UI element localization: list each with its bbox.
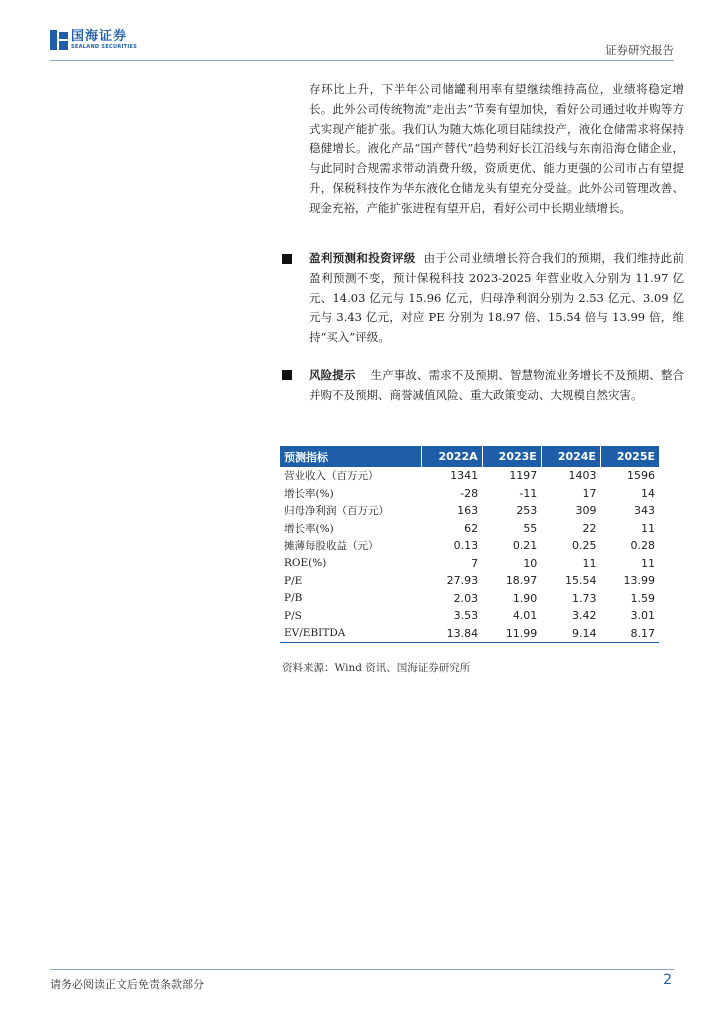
risk-heading: 风险提示 bbox=[309, 368, 356, 382]
table-header-cell: 2023E bbox=[482, 446, 541, 467]
table-cell-label: P/S bbox=[284, 609, 302, 622]
footer-disclaimer: 请务必阅读正文后免责条款部分 bbox=[50, 978, 204, 991]
table-cell: 3.01 bbox=[630, 609, 655, 623]
table-header-cell: 预测指标 bbox=[280, 446, 422, 467]
table-cell: 11 bbox=[641, 556, 655, 570]
bullet-square-icon bbox=[282, 370, 292, 380]
forecast-body: 由于公司业绩增长符合我们的预期，我们维持此前盈利预测不变，预计保税科技 2023-2025 年营业收入分别为 11.97 亿元、14.03 亿元与 15.96 亿元，归母净利润分别为 2.53 亿元、3.09 亿元与 3.43 亿元，对应 PE 分别为 18.97 倍、15.54 倍与 13.99 倍，维持“买入”评级。 bbox=[309, 251, 685, 345]
forecast-table bbox=[280, 446, 659, 643]
table-header-cell: 2024E bbox=[541, 446, 600, 467]
table-cell-label: 摊薄每股收益（元） bbox=[284, 540, 379, 553]
table-cell: 22 bbox=[582, 521, 597, 535]
bullet-square-icon bbox=[282, 254, 292, 264]
page-number: 2 bbox=[663, 972, 672, 988]
table-cell: 1.90 bbox=[512, 591, 538, 605]
table-cell: 0.21 bbox=[512, 539, 538, 553]
table-header-row bbox=[280, 446, 659, 467]
table-cell: 11 bbox=[582, 556, 597, 570]
footer-divider bbox=[50, 969, 674, 970]
table-row bbox=[280, 607, 659, 625]
table-cell-label: P/B bbox=[284, 592, 303, 605]
report-type-label: 证券研究报告 bbox=[605, 43, 674, 57]
company-logo bbox=[50, 30, 137, 56]
table-cell-label: P/E bbox=[284, 574, 303, 587]
table-row bbox=[280, 555, 659, 573]
table-cell: 1.73 bbox=[571, 591, 597, 605]
table-cell: 27.93 bbox=[446, 574, 479, 588]
table-cell: 1403 bbox=[568, 469, 597, 483]
table-cell: -11 bbox=[519, 486, 538, 500]
table-row bbox=[280, 485, 659, 503]
table-cell: 13.84 bbox=[422, 625, 482, 643]
table-cell: 3.42 bbox=[571, 609, 597, 623]
table-row bbox=[280, 590, 659, 608]
table-header-cell: 2022A bbox=[422, 446, 482, 467]
continuation-paragraph: 存环比上升，下半年公司储罐利用率有望继续维持高位，业绩将稳定增长。此外公司传统物流“走出去”节奏有望加快，看好公司通过收并购等方式实现产能扩张。我们认为随大炼化项目陆续投产，液化仓储需求将保持稳健增长。液化产品“国产替代”趋势利好长江沿线与东南沿海仓储企业，与此同时合规需求带动消费升级，资质更优、能力更强的公司市占有望提升，保税科技作为华东液化仓储龙头有望充分受益。此外公司管理改善、现金充裕，产能扩张进程有望开启，看好公司中长期业绩增长。 bbox=[309, 82, 684, 215]
table-row bbox=[280, 625, 659, 643]
table-cell-label: 增长率(%) bbox=[284, 522, 334, 535]
header-divider bbox=[50, 60, 674, 61]
logo-icon bbox=[50, 30, 68, 50]
table-cell-label: 营业收入（百万元） bbox=[284, 470, 379, 483]
table-cell: 1341 bbox=[450, 469, 479, 483]
table-cell: 3.53 bbox=[453, 609, 479, 623]
table-cell: 2.03 bbox=[453, 591, 479, 605]
table-cell: 163 bbox=[457, 504, 479, 518]
table-cell: 343 bbox=[634, 504, 655, 518]
table-source-note: 资料来源：Wind 资讯、国海证券研究所 bbox=[282, 662, 471, 674]
table-row bbox=[280, 502, 659, 520]
table-cell: 14 bbox=[641, 486, 655, 500]
table-cell: 0.13 bbox=[453, 539, 479, 553]
table-cell: 11 bbox=[641, 521, 655, 535]
table-cell: 7 bbox=[471, 556, 479, 570]
table-cell: 0.25 bbox=[571, 539, 597, 553]
table-header-cell: 2025E bbox=[600, 446, 659, 467]
table-row bbox=[280, 467, 659, 485]
table-row bbox=[280, 520, 659, 538]
table-row bbox=[280, 537, 659, 555]
table-cell: 11.99 bbox=[482, 625, 541, 643]
table-cell: 17 bbox=[582, 486, 597, 500]
table-cell: 8.17 bbox=[600, 625, 659, 643]
table-cell: 0.28 bbox=[630, 539, 655, 553]
forecast-paragraph bbox=[309, 249, 684, 348]
table-cell-label: EV/EBITDA bbox=[280, 625, 422, 643]
table-cell: 1596 bbox=[627, 469, 655, 483]
table-cell: 309 bbox=[575, 504, 597, 518]
table-cell: 10 bbox=[523, 556, 538, 570]
table-cell: 62 bbox=[464, 521, 479, 535]
risk-body: 生产事故、需求不及预期、智慧物流业务增长不及预期、整合并购不及预期、商誉减值风险、重大政策变动、大规模自然灾害。 bbox=[309, 368, 685, 402]
table-cell: 55 bbox=[523, 521, 538, 535]
table-cell: 4.01 bbox=[512, 609, 538, 623]
table-cell-label: 归母净利润（百万元） bbox=[284, 505, 389, 518]
table-cell: -28 bbox=[460, 486, 479, 500]
table-cell: 1.59 bbox=[630, 591, 655, 605]
table-cell: 13.99 bbox=[623, 574, 655, 588]
table-cell-label: ROE(%) bbox=[284, 557, 327, 570]
table-cell-label: 增长率(%) bbox=[284, 487, 334, 500]
table-cell: 18.97 bbox=[505, 574, 538, 588]
table-cell: 1197 bbox=[509, 469, 538, 483]
risk-paragraph bbox=[309, 366, 684, 406]
table-cell: 9.14 bbox=[541, 625, 600, 643]
table-cell: 253 bbox=[516, 504, 538, 518]
page-header bbox=[50, 26, 674, 62]
logo-text-en: SEALAND SECURITIES bbox=[71, 44, 138, 50]
forecast-heading: 盈利预测和投资评级 bbox=[309, 251, 416, 265]
table-cell: 15.54 bbox=[564, 574, 597, 588]
logo-text-cn: 国海证券 bbox=[71, 29, 128, 44]
table-row bbox=[280, 572, 659, 590]
